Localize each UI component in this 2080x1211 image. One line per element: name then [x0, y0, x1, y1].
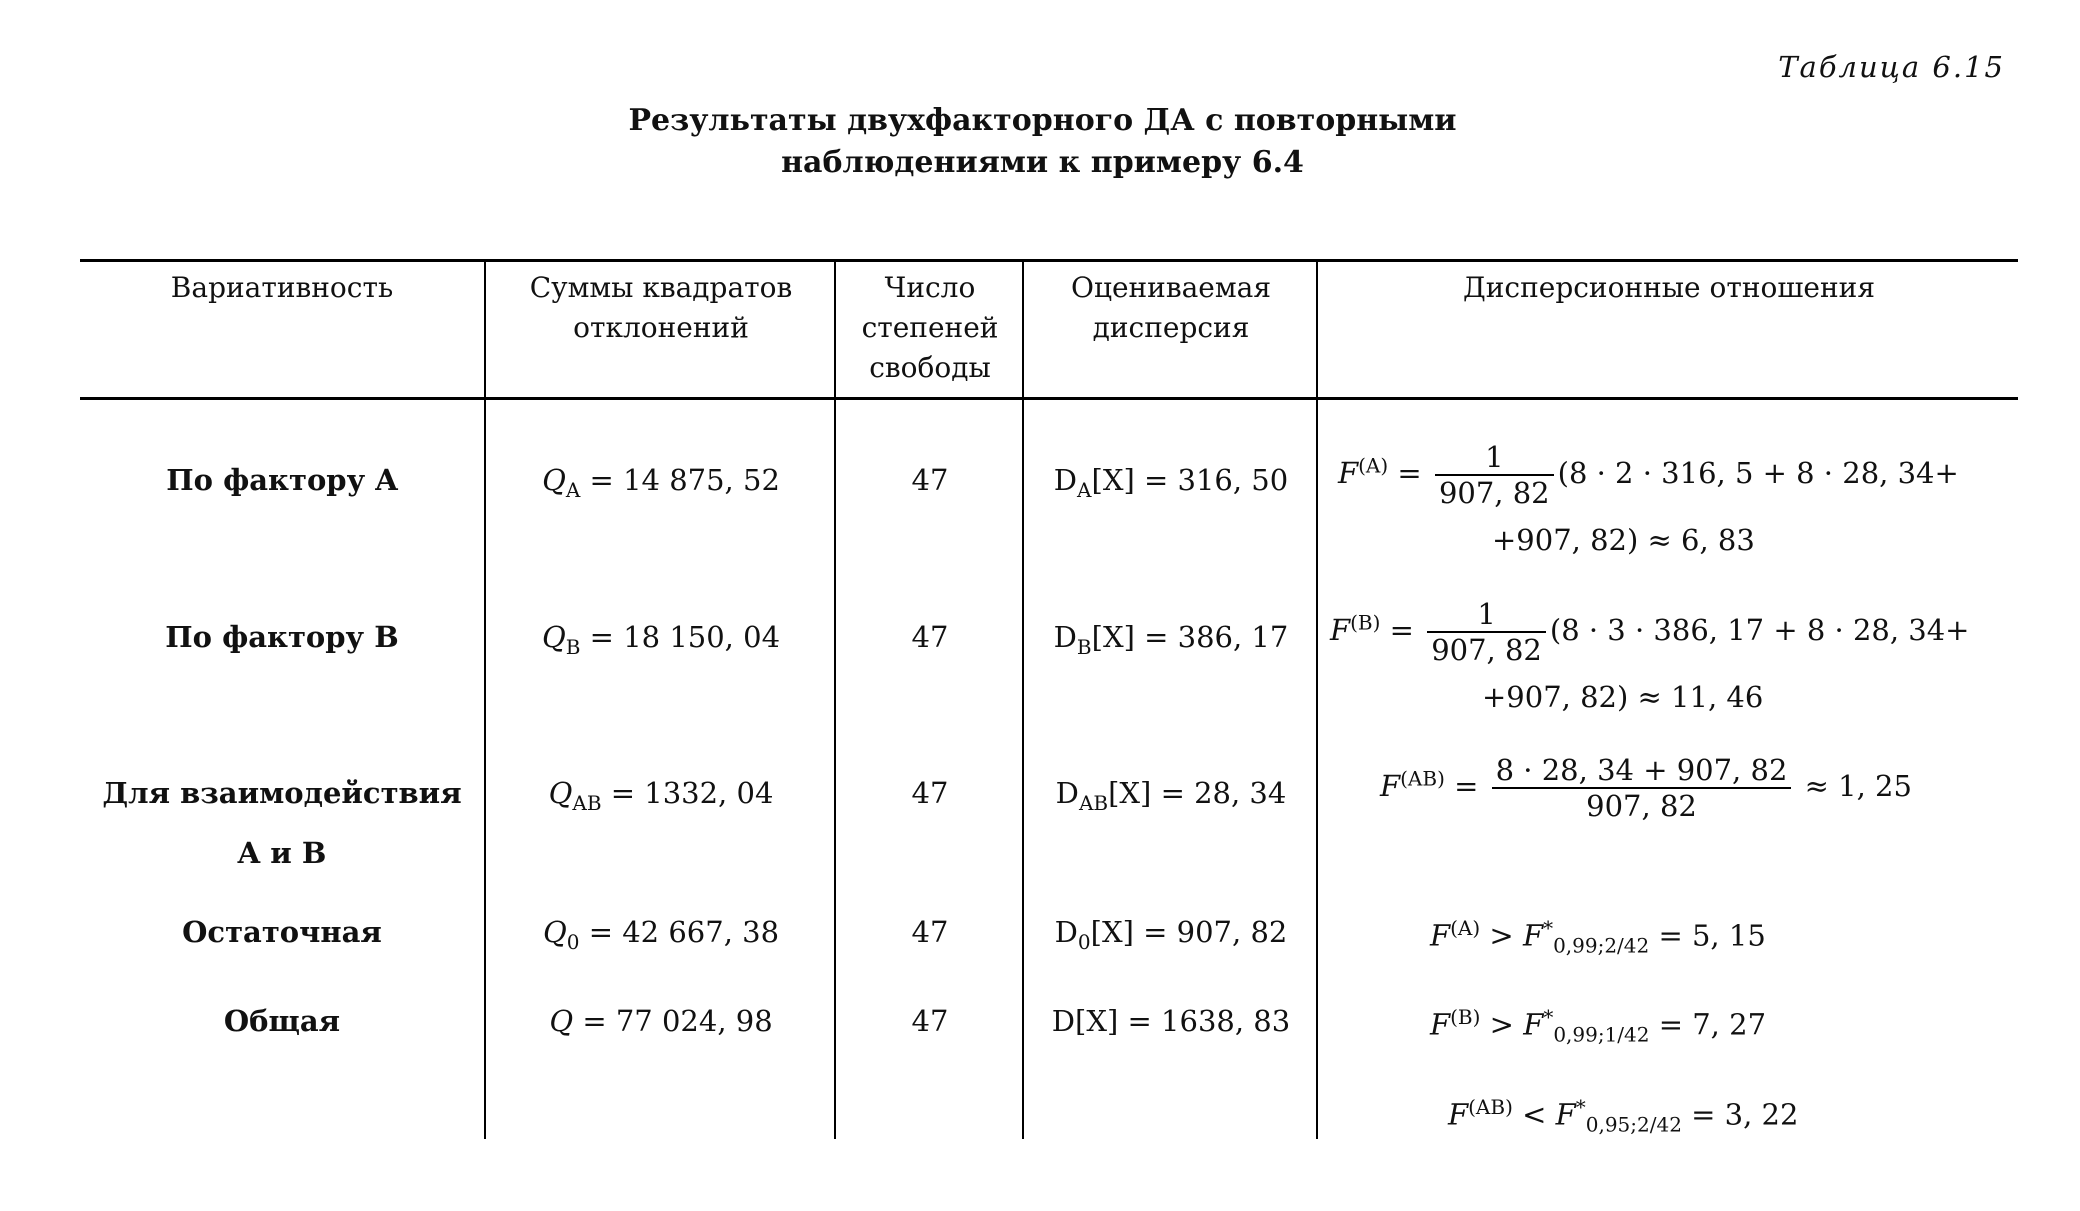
ratio-formula-factor-a: $F^{(A)}$ = $\frac{1}{907, 82}$ (8 · 2 · 316, 5 + 8 · 28, 34+ — [1338, 440, 1959, 510]
df-total: 47 — [911, 1004, 949, 1038]
df-factor-a: 47 — [911, 463, 949, 497]
df-interaction: 47 — [911, 776, 949, 810]
header-degrees-of-freedom-line-3: свободы — [869, 351, 991, 384]
table-title-line-1: Результаты двухфакторного ДА с повторными — [628, 103, 1457, 138]
header-variance-ratios: Дисперсионные отношения — [1462, 271, 1875, 304]
critical-comparison-b: $F^{(B)} > F^*_{0,99;1/42} = 7$, 27 — [1430, 1005, 1767, 1047]
ratio-formula-factor-b-continued: +907, 82) ≈ 11, 46 — [1482, 680, 1764, 714]
critical-comparison-a: $F^{(A)} > F^*_{0,99;2/42} = 5$, 15 — [1430, 916, 1766, 958]
table-title-line-2: наблюдениями к примеру 6.4 — [781, 145, 1304, 180]
table-top-rule — [80, 259, 2018, 262]
df-residual: 47 — [911, 915, 949, 949]
header-sum-of-squares — [488, 268, 834, 348]
row-name-interaction — [80, 773, 484, 873]
variance-factor-a: $D_A[X] = 316$, 50 — [1053, 463, 1289, 502]
header-sum-of-squares-line-2: отклонений — [573, 311, 749, 344]
fraction: $\frac{8 \cdot 28, 34 + 907, 82}{907, 82}$ — [1492, 753, 1792, 823]
header-sum-of-squares-line-1: Суммы квадратов — [529, 271, 793, 304]
variance-interaction: $D_{AB}[X] = 28$, 34 — [1055, 776, 1287, 815]
variance-factor-b: $D_B[X] = 386$, 17 — [1053, 620, 1289, 659]
header-degrees-of-freedom-line-1: Число — [884, 271, 976, 304]
header-estimated-variance-line-2: дисперсия — [1092, 311, 1250, 344]
header-degrees-of-freedom — [837, 268, 1023, 388]
sum-of-squares-total: Q = 77 024, 98 — [549, 1004, 773, 1038]
variance-total: D[X] = 1638, 83 — [1051, 1004, 1291, 1038]
fraction: $\frac{1}{907, 82}$ — [1427, 597, 1546, 667]
row-name-factor-b: По фактору B — [165, 620, 399, 654]
df-factor-b: 47 — [911, 620, 949, 654]
header-estimated-variance-line-1: Оцениваемая — [1070, 271, 1272, 304]
row-name-total: Общая — [223, 1004, 341, 1038]
column-divider-2 — [834, 262, 836, 1139]
header-estimated-variance — [1025, 268, 1317, 348]
header-variability: Вариативность — [170, 271, 394, 304]
fraction: $\frac{1}{907, 82}$ — [1435, 440, 1554, 510]
row-name-interaction-line-2: A и B — [237, 836, 327, 870]
row-name-factor-a: По фактору A — [166, 463, 398, 497]
critical-comparison-ab: $F^{(AB)} < F^*_{0,95;2/42} = 3$, 22 — [1448, 1095, 1799, 1137]
table-title — [0, 100, 2080, 184]
sum-of-squares-residual: $Q_0 = 42$ 667, 38 — [542, 915, 780, 954]
variance-residual: $D_0[X] = 907$, 82 — [1054, 915, 1288, 954]
sum-of-squares-factor-a: $Q_A = 14$ 875, 52 — [542, 463, 780, 502]
column-divider-1 — [484, 262, 486, 1139]
row-name-residual: Остаточная — [182, 915, 382, 949]
sum-of-squares-factor-b: $Q_B = 18$ 150, 04 — [541, 620, 781, 659]
sum-of-squares-interaction: $Q_{AB} = 1332$, 04 — [548, 776, 774, 815]
ratio-formula-factor-a-continued: +907, 82) ≈ 6, 83 — [1492, 523, 1755, 557]
ratio-formula-factor-b: $F^{(B)}$ = $\frac{1}{907, 82}$ (8 · 3 · 386, 17 + 8 · 28, 34+ — [1330, 597, 1970, 667]
ratio-formula-interaction: $F^{(AB)}$ = $\frac{8 \cdot 28, 34 + 907, 82}{907, 82}$ ≈ 1, 25 — [1380, 753, 1912, 823]
header-bottom-rule — [80, 397, 2018, 400]
header-degrees-of-freedom-line-2: степеней — [861, 311, 999, 344]
row-name-interaction-line-1: Для взаимодействия — [102, 776, 462, 810]
table-number-label: Таблица 6.15 — [1778, 50, 2005, 84]
